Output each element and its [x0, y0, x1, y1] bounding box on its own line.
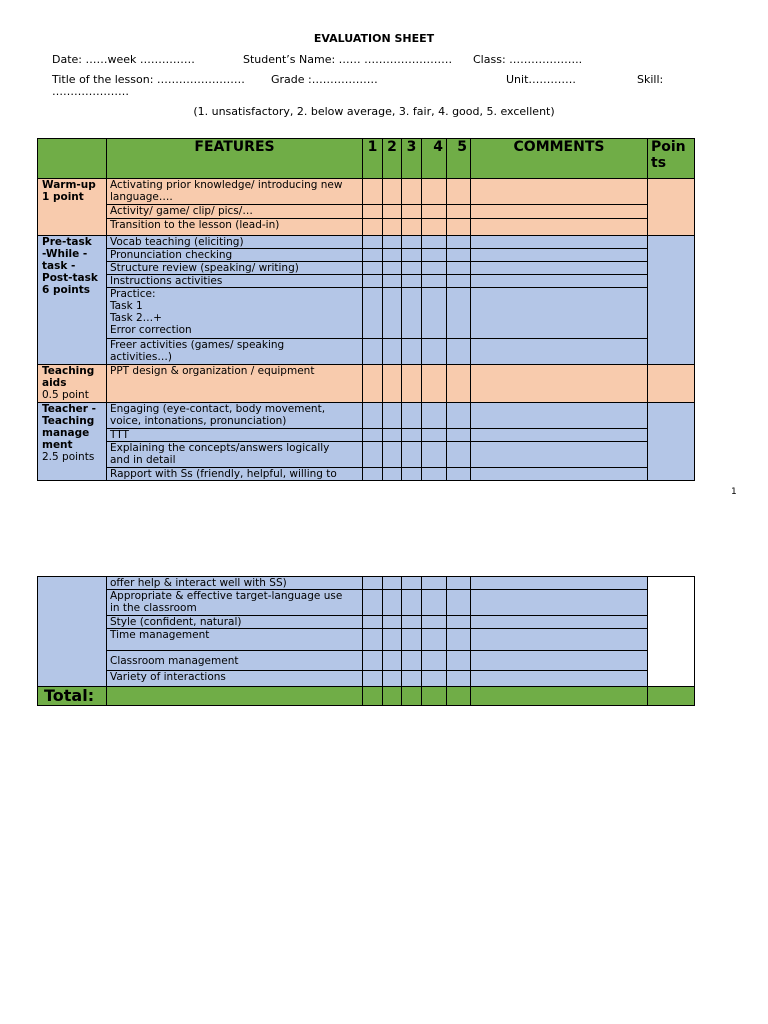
total-score-cell[interactable]	[363, 687, 383, 706]
score-cell[interactable]	[383, 288, 402, 339]
pretask-name-line4: Post-task	[42, 272, 98, 284]
header-comments: COMMENTS	[471, 139, 648, 179]
time-management-item: Time management	[107, 629, 363, 651]
score-cell[interactable]	[363, 249, 383, 262]
teacher-name-line1: Teacher -	[42, 403, 96, 415]
score-cell[interactable]	[402, 249, 422, 262]
score-cell[interactable]	[383, 403, 402, 429]
score-cell[interactable]	[447, 262, 471, 275]
warmup-item-1-line1: Activating prior knowledge/ introducing new	[110, 179, 343, 191]
score-cell[interactable]	[383, 442, 402, 468]
score-cell[interactable]	[402, 468, 422, 481]
header-score-3: 3	[402, 139, 422, 179]
target-language-line2: in the classroom	[110, 602, 197, 614]
score-cell[interactable]	[363, 179, 383, 205]
header-section-cell	[38, 139, 107, 179]
score-cell[interactable]	[383, 365, 402, 403]
pretask-item-2: Pronunciation checking	[107, 249, 363, 262]
comment-cell[interactable]	[471, 651, 648, 671]
cont-row-3	[38, 616, 695, 629]
header-features: FEATURES	[107, 139, 363, 179]
total-score-cell[interactable]	[402, 687, 422, 706]
score-cell[interactable]	[447, 179, 471, 205]
warmup-row-2	[38, 205, 695, 219]
comment-cell[interactable]	[471, 236, 648, 249]
freer-line2: activities…)	[110, 351, 172, 363]
score-cell[interactable]	[422, 468, 447, 481]
score-cell[interactable]	[402, 288, 422, 339]
score-cell[interactable]	[383, 577, 402, 590]
total-label: Total:	[38, 687, 107, 706]
score-cell[interactable]	[402, 629, 422, 651]
score-cell[interactable]	[402, 590, 422, 616]
comment-cell[interactable]	[471, 468, 648, 481]
cont-row-5	[38, 651, 695, 671]
score-cell[interactable]	[383, 179, 402, 205]
interactions-item: Variety of interactions	[107, 671, 363, 687]
score-cell[interactable]	[447, 365, 471, 403]
teacher-points-cell-continued[interactable]	[648, 577, 695, 687]
score-cell[interactable]	[447, 468, 471, 481]
teacher-row-3	[38, 442, 695, 468]
score-cell[interactable]	[363, 275, 383, 288]
score-cell[interactable]	[402, 616, 422, 629]
pretask-row-2	[38, 249, 695, 262]
score-cell[interactable]	[447, 429, 471, 442]
warmup-item-1-line2: language….	[110, 191, 173, 203]
teacher-section-continued	[38, 577, 107, 687]
score-cell[interactable]	[422, 629, 447, 651]
pretask-item-4: Instructions activities	[107, 275, 363, 288]
score-cell[interactable]	[422, 262, 447, 275]
header-score-5: 5	[447, 139, 471, 179]
teacher-row-1	[38, 403, 695, 429]
score-cell[interactable]	[422, 651, 447, 671]
comment-cell[interactable]	[471, 577, 648, 590]
aids-points: 0.5 point	[42, 389, 89, 401]
score-cell[interactable]	[363, 429, 383, 442]
skill-field: Skill:	[637, 73, 664, 86]
teacher-points: 2.5 points	[42, 451, 95, 463]
score-cell[interactable]	[447, 288, 471, 339]
cont-row-2	[38, 590, 695, 616]
score-cell[interactable]	[383, 219, 402, 236]
score-cell[interactable]	[383, 651, 402, 671]
score-cell[interactable]	[447, 205, 471, 219]
teacher-item-engaging	[107, 403, 363, 429]
score-cell[interactable]	[363, 442, 383, 468]
pretask-item-3: Structure review (speaking/ writing)	[107, 262, 363, 275]
aids-row	[38, 365, 695, 403]
score-cell[interactable]	[383, 590, 402, 616]
warmup-item-3: Transition to the lesson (lead-in)	[107, 219, 363, 236]
class-field: Class: ………………..	[473, 53, 583, 66]
page-number: 1	[731, 487, 737, 497]
score-cell[interactable]	[422, 429, 447, 442]
practice-task-1: Task 1	[110, 300, 143, 312]
header-score-2: 2	[383, 139, 402, 179]
comment-cell[interactable]	[471, 442, 648, 468]
score-cell[interactable]	[447, 249, 471, 262]
score-cell[interactable]	[402, 365, 422, 403]
score-cell[interactable]	[363, 339, 383, 365]
total-score-cell[interactable]	[422, 687, 447, 706]
evaluation-table	[37, 138, 695, 481]
score-cell[interactable]	[383, 468, 402, 481]
aids-name-line1: Teaching	[42, 365, 95, 377]
practice-task-2: Task 2…+	[110, 312, 162, 324]
score-cell[interactable]	[402, 651, 422, 671]
evaluation-table-continued	[37, 576, 695, 706]
score-cell[interactable]	[422, 205, 447, 219]
total-score-cell[interactable]	[383, 687, 402, 706]
score-cell[interactable]	[447, 616, 471, 629]
lesson-title-field: Title of the lesson: ……………………	[52, 73, 245, 86]
score-cell[interactable]	[422, 249, 447, 262]
score-cell[interactable]	[422, 236, 447, 249]
style-item: Style (confident, natural)	[107, 616, 363, 629]
teacher-name-line4: ment	[42, 439, 73, 451]
warmup-row-3	[38, 219, 695, 236]
pretask-item-1: Vocab teaching (eliciting)	[107, 236, 363, 249]
score-cell[interactable]	[402, 577, 422, 590]
score-cell[interactable]	[402, 403, 422, 429]
score-cell[interactable]	[363, 236, 383, 249]
score-cell[interactable]	[402, 339, 422, 365]
cont-row-4	[38, 629, 695, 651]
header-points	[648, 139, 695, 179]
score-cell[interactable]	[402, 262, 422, 275]
score-cell[interactable]	[402, 442, 422, 468]
comment-cell[interactable]	[471, 339, 648, 365]
unit-field: Unit………….	[506, 73, 576, 86]
pretask-name-line2: -While -	[42, 248, 88, 260]
teacher-item-ttt: TTT	[107, 429, 363, 442]
score-cell[interactable]	[383, 262, 402, 275]
pretask-item-practice	[107, 288, 363, 339]
pretask-points: 6 points	[42, 284, 91, 296]
pretask-row-3	[38, 262, 695, 275]
score-cell[interactable]	[447, 442, 471, 468]
practice-error-correction: Error correction	[110, 324, 192, 336]
comment-cell[interactable]	[471, 429, 648, 442]
score-cell[interactable]	[383, 429, 402, 442]
comment-cell[interactable]	[471, 205, 648, 219]
aids-points-cell[interactable]	[648, 365, 695, 403]
score-cell[interactable]	[402, 179, 422, 205]
comment-cell[interactable]	[471, 262, 648, 275]
score-cell[interactable]	[447, 577, 471, 590]
total-features-cell	[107, 687, 363, 706]
teacher-points-cell[interactable]	[648, 403, 695, 481]
score-cell[interactable]	[363, 616, 383, 629]
target-language-line1: Appropriate & effective target-language use	[110, 590, 343, 602]
rating-scale: (1. unsatisfactory, 2. below average, 3. fair, 4. good, 5. excellent)	[193, 105, 555, 118]
skill-field-dots: …………………	[52, 85, 129, 98]
header-score-4: 4	[422, 139, 447, 179]
comment-cell[interactable]	[471, 629, 648, 651]
score-cell[interactable]	[383, 616, 402, 629]
score-cell[interactable]	[447, 339, 471, 365]
pretask-row-1	[38, 236, 695, 249]
score-cell[interactable]	[383, 275, 402, 288]
comment-cell[interactable]	[471, 616, 648, 629]
score-cell[interactable]	[363, 651, 383, 671]
score-cell[interactable]	[383, 205, 402, 219]
target-language-item	[107, 590, 363, 616]
warmup-name: Warm-up	[42, 179, 96, 191]
header-points-line1: Poin	[651, 139, 686, 155]
score-cell[interactable]	[363, 577, 383, 590]
score-cell[interactable]	[422, 288, 447, 339]
comment-cell[interactable]	[471, 219, 648, 236]
sheet-title: EVALUATION SHEET	[313, 32, 435, 45]
warmup-item-1	[107, 179, 363, 205]
teacher-row-2	[38, 429, 695, 442]
score-cell[interactable]	[447, 403, 471, 429]
comment-cell[interactable]	[471, 288, 648, 339]
score-cell[interactable]	[447, 219, 471, 236]
teacher-row-4	[38, 468, 695, 481]
score-cell[interactable]	[422, 219, 447, 236]
comment-cell[interactable]	[471, 590, 648, 616]
score-cell[interactable]	[363, 468, 383, 481]
teacher-name-line3: manage	[42, 427, 90, 439]
comment-cell[interactable]	[471, 275, 648, 288]
cont-row-6	[38, 671, 695, 687]
score-cell[interactable]	[447, 590, 471, 616]
score-cell[interactable]	[402, 275, 422, 288]
freer-line1: Freer activities (games/ speaking	[110, 339, 285, 351]
comment-cell[interactable]	[471, 365, 648, 403]
aids-item-1: PPT design & organization / equipment	[107, 365, 363, 403]
score-cell[interactable]	[447, 651, 471, 671]
score-cell[interactable]	[422, 590, 447, 616]
warmup-item-2: Activity/ game/ clip/ pics/…	[107, 205, 363, 219]
score-cell[interactable]	[383, 249, 402, 262]
practice-label: Practice:	[110, 288, 156, 300]
pretask-section-label	[38, 236, 107, 365]
score-cell[interactable]	[383, 339, 402, 365]
score-cell[interactable]	[363, 629, 383, 651]
score-cell[interactable]	[363, 671, 383, 687]
comment-cell[interactable]	[471, 403, 648, 429]
engaging-line2: voice, intonations, pronunciation)	[110, 415, 287, 427]
score-cell[interactable]	[363, 365, 383, 403]
score-cell[interactable]	[383, 671, 402, 687]
warmup-points-cell[interactable]	[648, 179, 695, 236]
comment-cell[interactable]	[471, 671, 648, 687]
score-cell[interactable]	[402, 236, 422, 249]
score-cell[interactable]	[363, 403, 383, 429]
score-cell[interactable]	[422, 275, 447, 288]
header-points-line2: ts	[651, 155, 667, 171]
score-cell[interactable]	[363, 590, 383, 616]
score-cell[interactable]	[447, 629, 471, 651]
pretask-name-line1: Pre-task	[42, 236, 92, 248]
aids-section-label	[38, 365, 107, 403]
score-cell[interactable]	[422, 671, 447, 687]
explaining-line2: and in detail	[110, 454, 176, 466]
pretask-row-6	[38, 339, 695, 365]
score-cell[interactable]	[447, 275, 471, 288]
header-score-1: 1	[363, 139, 383, 179]
total-row	[38, 687, 695, 706]
score-cell[interactable]	[447, 671, 471, 687]
score-cell[interactable]	[422, 442, 447, 468]
score-cell[interactable]	[422, 577, 447, 590]
score-cell[interactable]	[402, 205, 422, 219]
pretask-name-line3: task -	[42, 260, 76, 272]
explaining-line1: Explaining the concepts/answers logically	[110, 442, 330, 454]
comment-cell[interactable]	[471, 249, 648, 262]
comment-cell[interactable]	[471, 179, 648, 205]
score-cell[interactable]	[422, 403, 447, 429]
total-score-cell[interactable]	[447, 687, 471, 706]
score-cell[interactable]	[422, 339, 447, 365]
header-row	[38, 139, 695, 179]
teacher-item-explaining	[107, 442, 363, 468]
warmup-points: 1 point	[42, 191, 84, 203]
score-cell[interactable]	[383, 236, 402, 249]
score-cell[interactable]	[363, 205, 383, 219]
score-cell[interactable]	[402, 429, 422, 442]
engaging-line1: Engaging (eye-contact, body movement,	[110, 403, 326, 415]
rapport-continued: offer help & interact well with SS)	[107, 577, 363, 590]
pretask-row-5	[38, 288, 695, 339]
aids-name-line2: aids	[42, 377, 67, 389]
total-points-cell[interactable]	[648, 687, 695, 706]
warmup-row-1	[38, 179, 695, 205]
pretask-item-freer	[107, 339, 363, 365]
student-name-field: Student’s Name: …… ……………………	[243, 53, 453, 66]
score-cell[interactable]	[363, 219, 383, 236]
score-cell[interactable]	[402, 671, 422, 687]
teacher-section-label	[38, 403, 107, 481]
grade-field: Grade :………………	[271, 73, 378, 86]
total-comment-cell[interactable]	[471, 687, 648, 706]
warmup-section-label	[38, 179, 107, 236]
score-cell[interactable]	[422, 365, 447, 403]
teacher-name-line2: Teaching	[42, 415, 95, 427]
score-cell[interactable]	[363, 262, 383, 275]
score-cell[interactable]	[447, 236, 471, 249]
pretask-row-4	[38, 275, 695, 288]
score-cell[interactable]	[363, 288, 383, 339]
classroom-management-item: Classroom management	[107, 651, 363, 671]
cont-row-1	[38, 577, 695, 590]
score-cell[interactable]	[402, 219, 422, 236]
teacher-item-rapport: Rapport with Ss (friendly, helpful, willing to	[107, 468, 363, 481]
score-cell[interactable]	[422, 616, 447, 629]
score-cell[interactable]	[422, 179, 447, 205]
score-cell[interactable]	[383, 629, 402, 651]
date-field: Date: ……week ……………	[52, 53, 195, 66]
pretask-points-cell[interactable]	[648, 236, 695, 365]
